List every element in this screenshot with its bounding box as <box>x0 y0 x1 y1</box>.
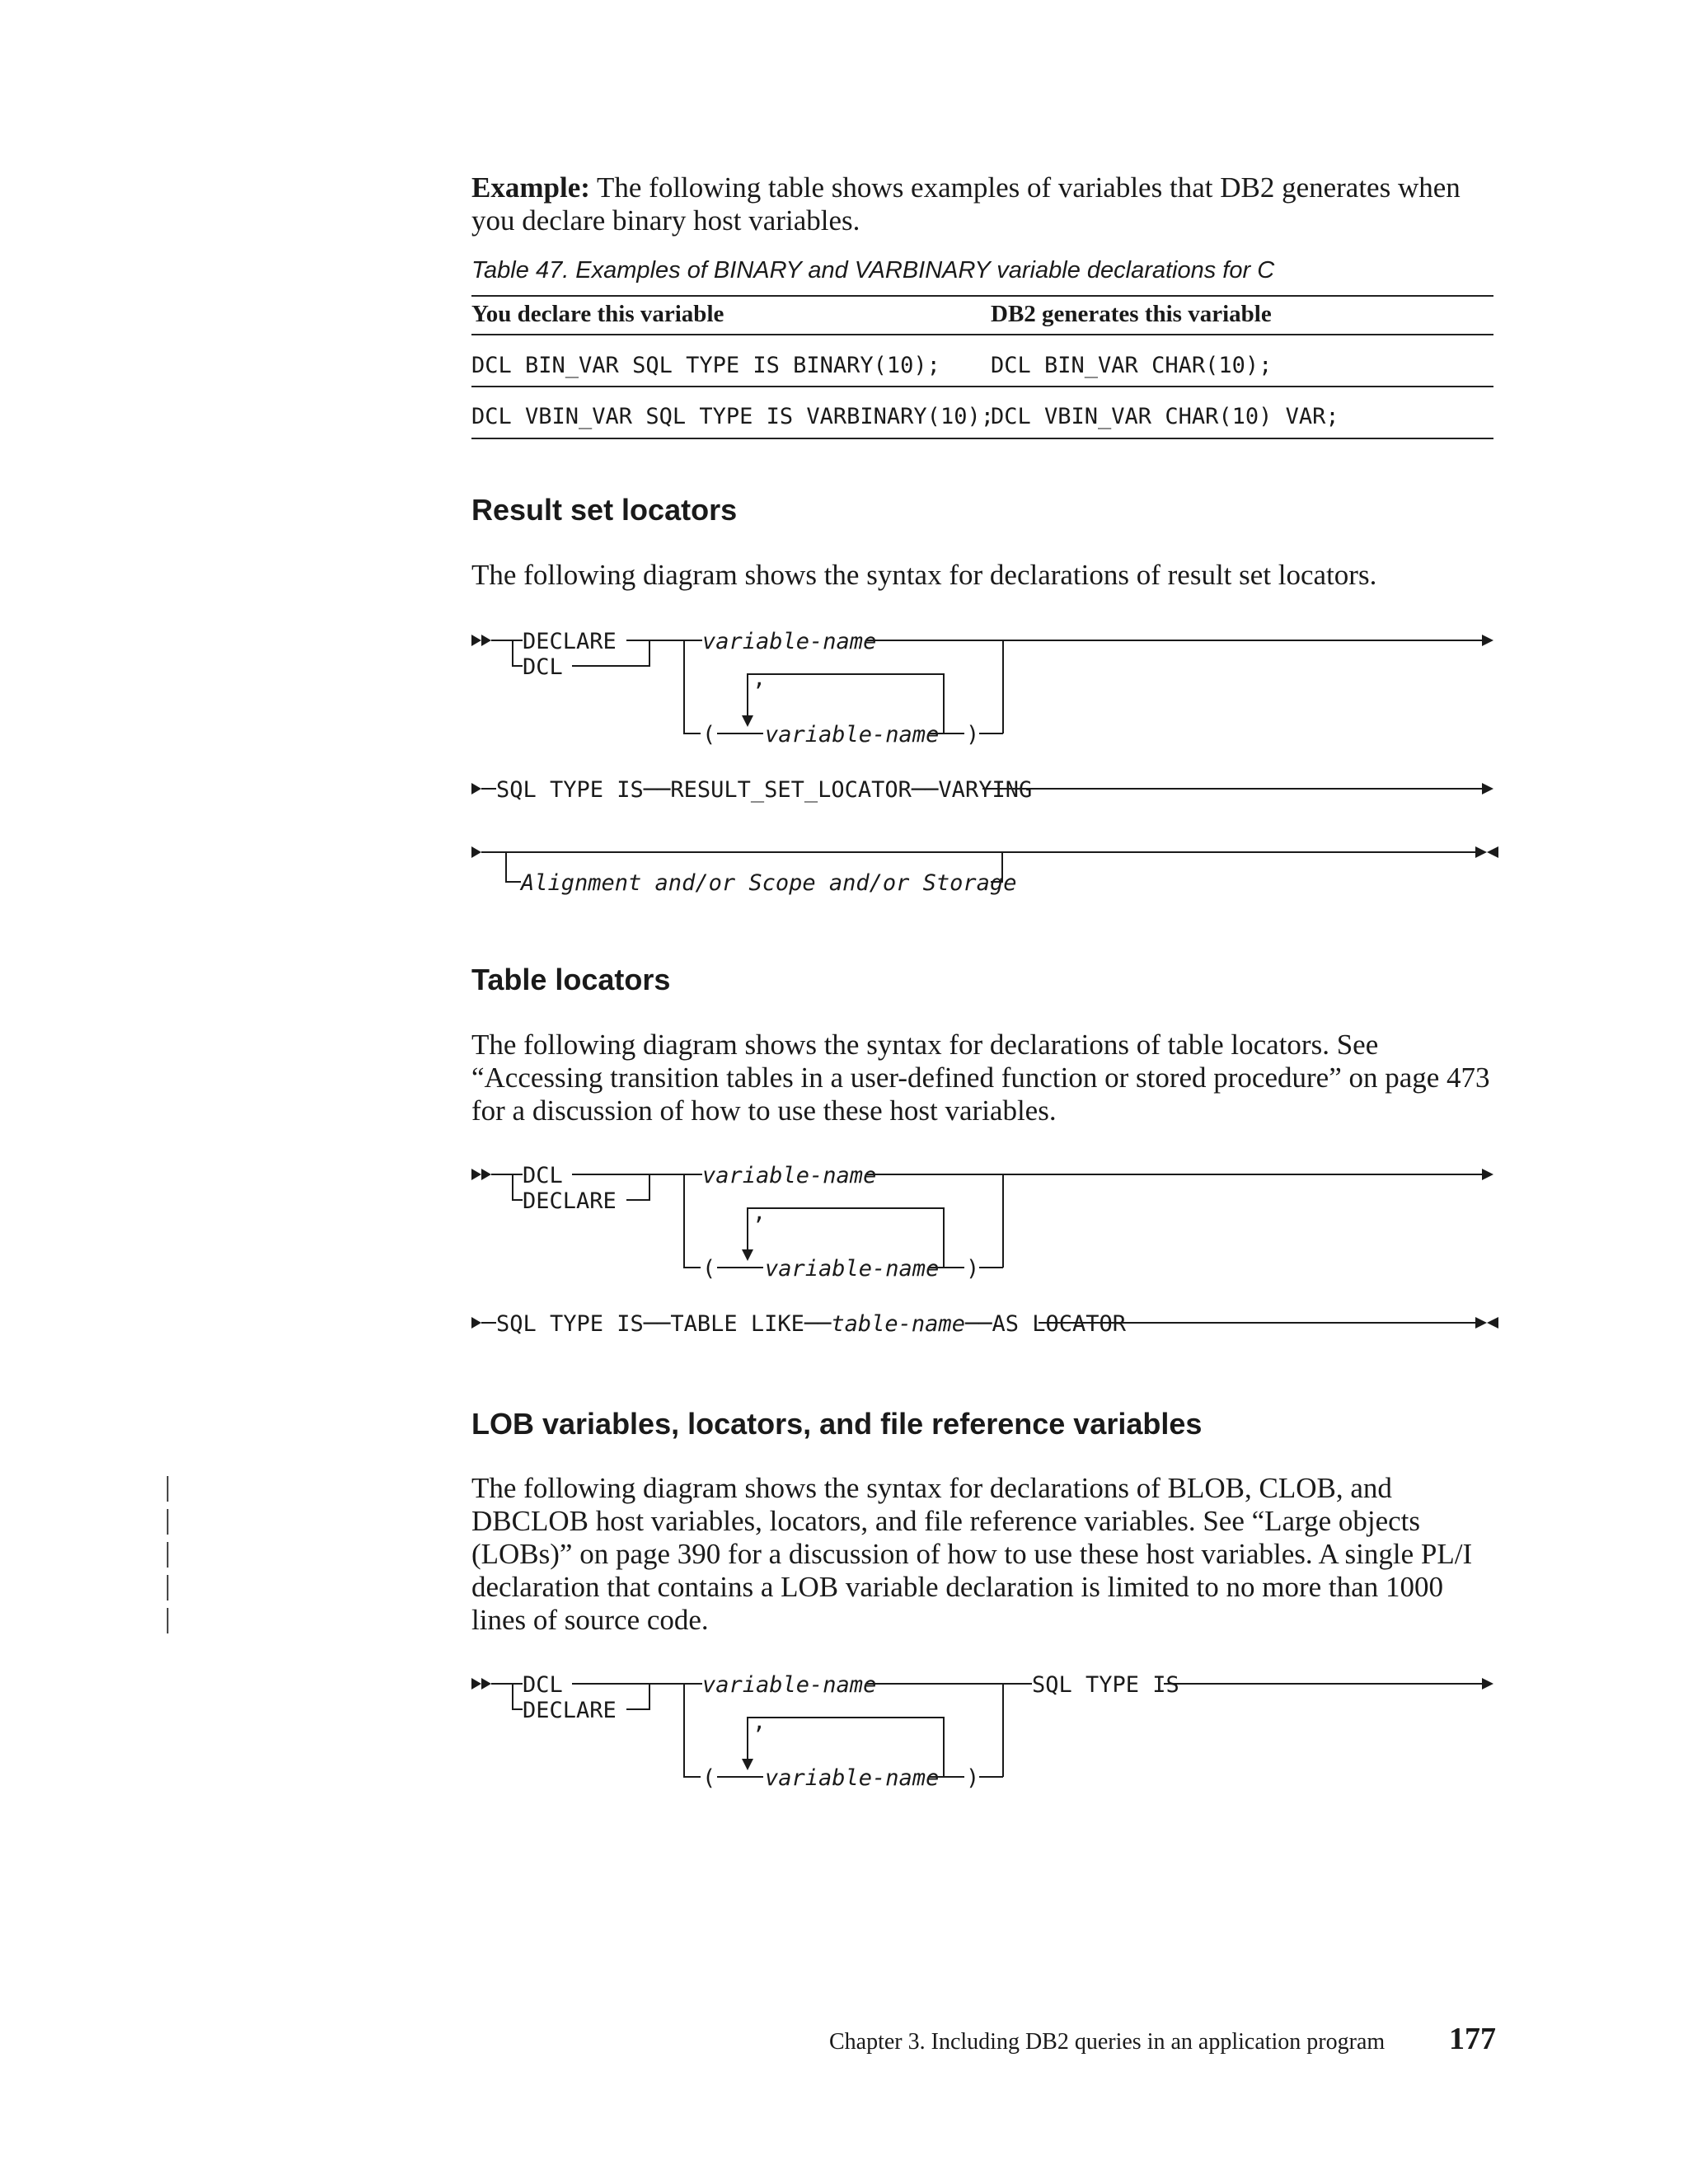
table-cell-r1-c1: DCL BIN_VAR SQL TYPE IS BINARY(10); <box>471 353 940 378</box>
tl-kw-declare: DECLARE <box>523 1188 617 1214</box>
lob-variable-name: variable-name <box>702 1672 877 1698</box>
heading-result-set-locators: Result set locators <box>471 493 738 527</box>
result-set-syntax-diagram <box>462 618 1500 907</box>
lob-sql-type-is: SQL TYPE IS <box>1032 1672 1179 1698</box>
rs-comma: , <box>753 666 767 691</box>
table-caption: Table 47. Examples of BINARY and VARBINARY variable declarations for C <box>471 257 1275 284</box>
tl-open-paren: ( <box>702 1256 716 1282</box>
lob-kw-dcl: DCL <box>523 1672 563 1698</box>
example-label: Example: <box>471 171 590 204</box>
table-header-rule <box>471 334 1493 335</box>
table-locators-syntax-diagram <box>462 1152 1500 1358</box>
lob-paragraph: The following diagram shows the syntax for declarations of BLOB, CLOB, and DBCLOB host variables, locators, and file reference variables. See “Large objects (LOBs)” on page 390 for a discussion of how to use these host variables. A single PL/I declaration that contains a LOB variable declaration is limited to no more than 1000 lines of source code. <box>471 1472 1473 1636</box>
table-header-declare: You declare this variable <box>471 301 724 327</box>
footer-chapter-title: Chapter 3. Including DB2 queries in an application program <box>829 2029 1386 2055</box>
page-number: 177 <box>1449 2022 1496 2056</box>
table-locators-paragraph: The following diagram shows the syntax for declarations of table locators. See “Accessing transition tables in a user-defined function or stored procedure” on page 473 for a discussion of how to use these host variables. <box>471 1029 1490 1127</box>
lob-kw-declare: DECLARE <box>523 1698 617 1723</box>
tl-close-paren: ) <box>966 1256 980 1282</box>
change-bar: | <box>165 1604 171 1634</box>
change-bar: | <box>165 1538 171 1568</box>
rs-kw-declare: DECLARE <box>523 629 617 654</box>
lob-open-paren: ( <box>702 1765 716 1791</box>
heading-lob-variables: LOB variables, locators, and file reference variables <box>471 1407 1203 1441</box>
change-bar: | <box>165 1571 171 1601</box>
rs-kw-dcl: DCL <box>523 654 563 680</box>
table-row-rule <box>471 386 1493 387</box>
table-bottom-rule <box>471 438 1493 439</box>
table-cell-r1-c2: DCL BIN_VAR CHAR(10); <box>991 353 1273 378</box>
lob-comma: , <box>753 1709 767 1735</box>
tl-line2-keywords: SQL TYPE IS──TABLE LIKE──table-name──AS LOCATOR <box>496 1311 1127 1337</box>
lob-close-paren: ) <box>966 1765 980 1791</box>
example-text: The following table shows examples of variables that DB2 generates when you declare binary host variables. <box>471 171 1461 237</box>
change-bar: | <box>165 1472 171 1502</box>
tl-variable-name-repeat: variable-name <box>765 1256 940 1282</box>
result-set-paragraph: The following diagram shows the syntax for declarations of result set locators. <box>471 559 1377 591</box>
rs-variable-name-repeat: variable-name <box>765 722 940 748</box>
tl-kw-dcl: DCL <box>523 1163 563 1188</box>
rs-close-paren: ) <box>966 722 980 748</box>
lob-variable-name-repeat: variable-name <box>765 1765 940 1791</box>
tl-variable-name: variable-name <box>702 1163 877 1188</box>
rs-open-paren: ( <box>702 722 716 748</box>
table-cell-r2-c2: DCL VBIN_VAR CHAR(10) VAR; <box>991 404 1339 429</box>
tl-comma: , <box>753 1200 767 1226</box>
heading-table-locators: Table locators <box>471 963 671 996</box>
example-paragraph <box>471 171 1502 237</box>
lob-syntax-diagram <box>462 1661 1500 1810</box>
table-header-generates: DB2 generates this variable <box>991 301 1272 327</box>
table-top-rule <box>471 295 1493 297</box>
rs-line2: SQL TYPE IS──RESULT_SET_LOCATOR──VARYING <box>496 777 1033 803</box>
rs-variable-name: variable-name <box>702 629 877 654</box>
rs-optional-attributes: Alignment and/or Scope and/or Storage <box>521 870 1017 896</box>
change-bar: | <box>165 1505 171 1535</box>
table-cell-r2-c1: DCL VBIN_VAR SQL TYPE IS VARBINARY(10); <box>471 404 994 429</box>
